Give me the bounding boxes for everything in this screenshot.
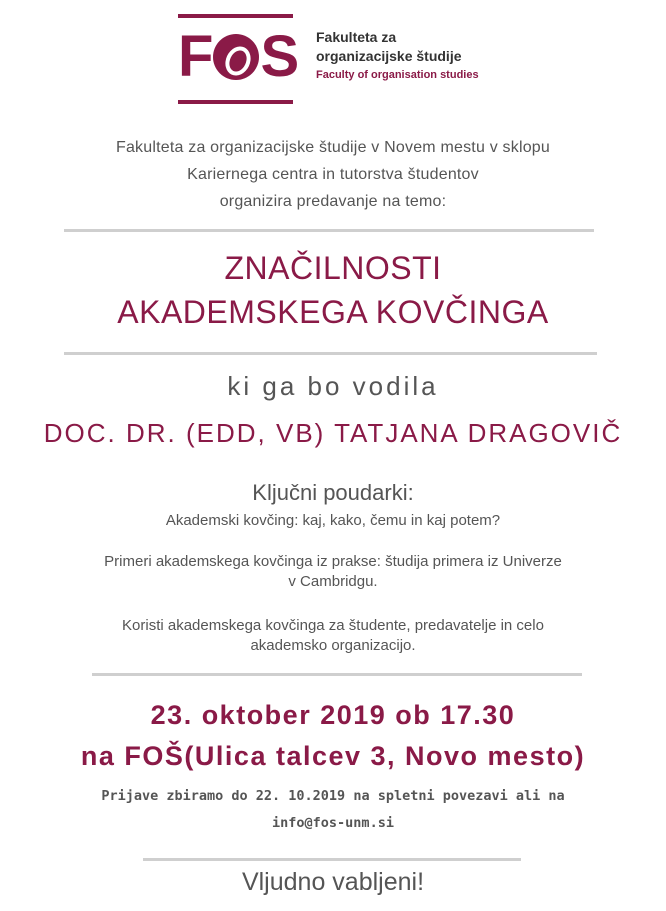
fos-logo bbox=[178, 14, 488, 106]
highlight-item-2-line-2: v Cambridgu. bbox=[288, 573, 378, 590]
divider bbox=[143, 858, 521, 861]
highlights-heading: Ključni poudarki: bbox=[252, 480, 414, 505]
registration-email[interactable]: info@fos-unm.si bbox=[272, 815, 394, 831]
divider bbox=[64, 352, 597, 355]
highlight-item-3-line-2: akademsko organizacijo. bbox=[250, 637, 416, 654]
logo-top-bar bbox=[178, 14, 293, 18]
registration-text: Prijave zbiramo do 22. 10.2019 na spletni povezavi ali na bbox=[101, 788, 565, 804]
logo-bottom-bar bbox=[178, 100, 293, 104]
intro-line-3: organizira predavanje na temo: bbox=[219, 193, 447, 210]
lecture-title-line-1: ZNAČILNOSTI bbox=[224, 250, 442, 286]
lecture-title-line-2: AKADEMSKEGA KOVČINGA bbox=[117, 294, 549, 330]
highlight-item-1: Akademski kovčing: kaj, kako, čemu in kaj potem? bbox=[165, 512, 501, 529]
faculty-name-line1: Fakulteta za bbox=[316, 29, 397, 45]
faculty-name-english: Faculty of organisation studies bbox=[316, 69, 479, 81]
logo-seal-icon bbox=[213, 34, 259, 80]
highlight-item-3-line-1: Koristi akademskega kovčinga za študente, predavatelje in celo bbox=[122, 617, 544, 634]
divider bbox=[92, 673, 582, 676]
closing-text: Vljudno vabljeni! bbox=[241, 868, 425, 896]
intro-line-2: Kariernega centra in tutorstva študentov bbox=[187, 166, 479, 183]
logo-mark: F S bbox=[178, 24, 299, 89]
highlight-item-2-line-1: Primeri akademskega kovčinga iz prakse: študija primera iz Univerze bbox=[104, 553, 562, 570]
faculty-name bbox=[316, 28, 479, 84]
event-date: 23. oktober 2019 ob 17.30 bbox=[150, 700, 516, 730]
divider bbox=[64, 229, 594, 232]
speaker-name: DOC. DR. (EDD, VB) TATJANA DRAGOVIČ bbox=[43, 418, 623, 448]
intro-line-1: Fakulteta za organizacijske študije v Novem mestu v sklopu bbox=[115, 139, 550, 156]
speaker-intro: ki ga bo vodila bbox=[227, 371, 439, 401]
faculty-name-line2: organizacijske študije bbox=[316, 48, 462, 64]
event-location: na FOŠ(Ulica talcev 3, Novo mesto) bbox=[80, 741, 586, 771]
